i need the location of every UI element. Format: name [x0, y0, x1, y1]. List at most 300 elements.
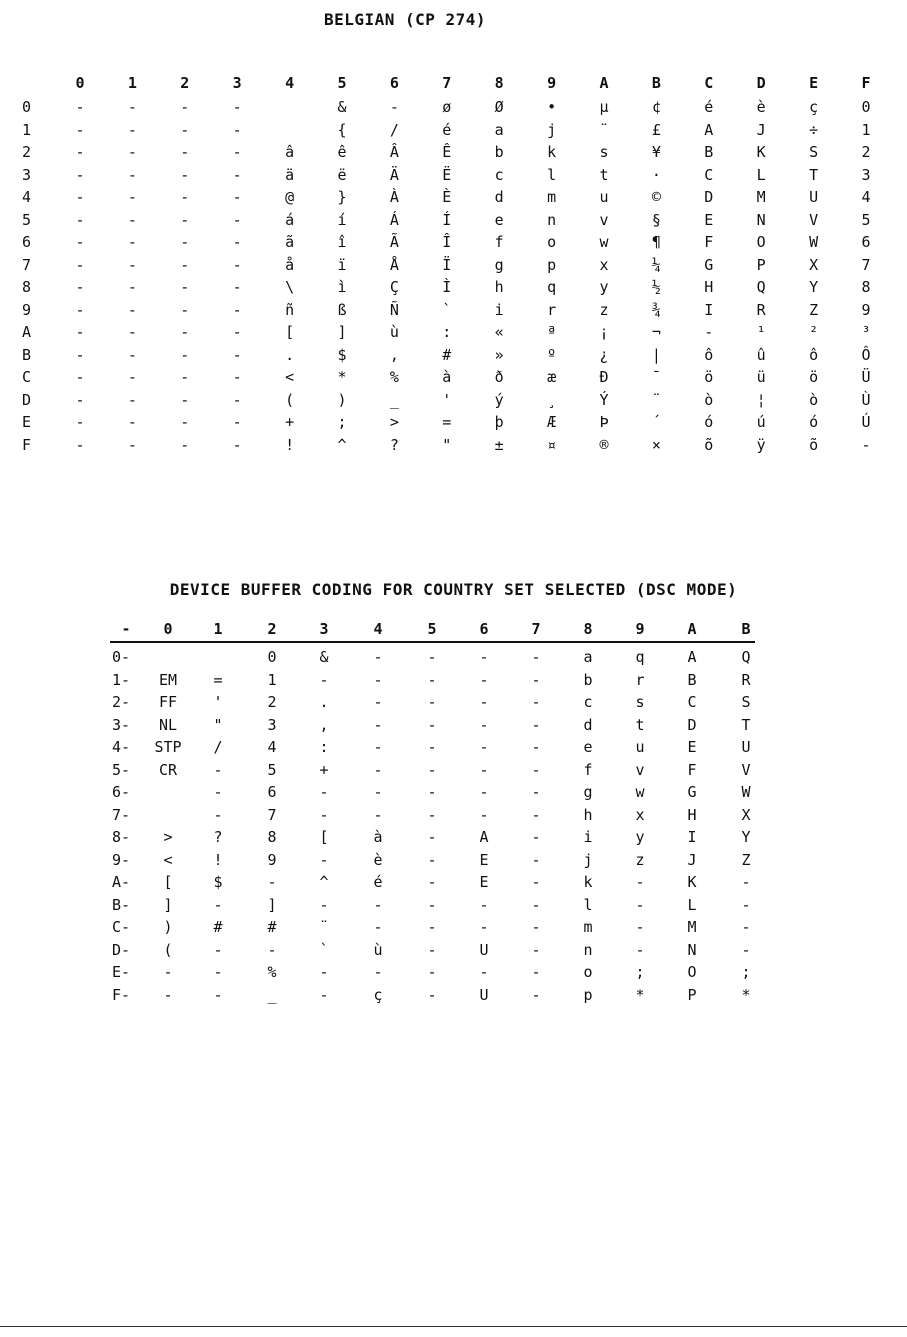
device-buffer-cell: E — [479, 850, 489, 869]
device-buffer-cell: NL — [158, 715, 178, 734]
codepage-cell: - — [232, 188, 242, 206]
codepage-cell: - — [127, 210, 137, 229]
codepage-row-header: 0 — [22, 98, 32, 116]
codepage-cell: B — [704, 143, 714, 161]
codepage-cell: Þ — [599, 413, 609, 431]
codepage-cell: - — [232, 435, 242, 454]
device-buffer-cell: U — [741, 738, 751, 756]
codepage-column-header: E — [809, 74, 819, 92]
codepage-cell: æ — [547, 368, 557, 386]
codepage-cell: - — [232, 345, 242, 364]
device-buffer-cell: 0 — [267, 648, 277, 666]
codepage-row-header: 2 — [22, 143, 32, 161]
device-buffer-cell: M — [687, 918, 697, 936]
device-buffer-cell: - — [531, 895, 541, 914]
device-buffer-cell: C — [687, 693, 697, 711]
device-buffer-row-header: D- — [112, 940, 131, 959]
codepage-cell: - — [180, 188, 190, 206]
device-buffer-cell: 2 — [267, 693, 277, 711]
codepage-cell: ¸ — [547, 390, 557, 409]
codepage-cell: - — [75, 345, 85, 364]
codepage-cell: H — [704, 278, 714, 296]
codepage-cell: Ú — [861, 413, 871, 431]
codepage-cell: 7 — [861, 255, 871, 274]
codepage-cell: l — [547, 165, 557, 184]
device-buffer-cell: X — [741, 805, 751, 824]
device-buffer-cell: e — [583, 738, 593, 756]
codepage-cell: , — [389, 345, 399, 364]
codepage-cell: @ — [285, 188, 295, 206]
codepage-cell: ' — [442, 390, 452, 409]
device-buffer-cell: è — [373, 850, 383, 869]
codepage-cell: ý — [494, 390, 504, 409]
device-buffer-cell: U — [479, 985, 489, 1004]
codepage-cell: - — [232, 323, 242, 341]
codepage-cell: 8 — [861, 278, 871, 296]
codepage-cell: - — [75, 435, 85, 454]
device-buffer-cell: / — [213, 738, 223, 756]
codepage-cell: § — [651, 210, 661, 229]
device-buffer-column-header: 8 — [583, 620, 593, 638]
codepage-row-header: 8 — [22, 278, 32, 296]
codepage-cell: ] — [337, 323, 347, 341]
device-buffer-cell: - — [635, 873, 645, 891]
codepage-cell: J — [756, 120, 766, 139]
device-buffer-cell: STP — [154, 738, 182, 756]
codepage-cell: - — [232, 300, 242, 319]
device-buffer-cell: - — [427, 963, 437, 981]
codepage-cell: - — [75, 120, 85, 139]
codepage-cell: ä — [285, 165, 295, 184]
codepage-cell: - — [127, 345, 137, 364]
device-buffer-row-header: 4- — [112, 738, 131, 756]
codepage-column-header: 9 — [547, 74, 557, 92]
device-buffer-row-header: 9- — [112, 850, 131, 869]
codepage-cell: ¤ — [547, 435, 557, 454]
codepage-cell: L — [756, 165, 766, 184]
device-buffer-cell: ^ — [319, 873, 329, 891]
codepage-cell: g — [494, 255, 504, 274]
device-buffer-cell: - — [635, 895, 645, 914]
codepage-cell: õ — [704, 435, 714, 454]
codepage-cell: } — [337, 188, 347, 206]
device-buffer-cell: - — [479, 783, 489, 801]
codepage-cell: E — [704, 210, 714, 229]
codepage-cell: 3 — [861, 165, 871, 184]
codepage-cell: j — [547, 120, 557, 139]
device-buffer-cell: - — [373, 805, 383, 824]
device-buffer-cell: t — [635, 715, 645, 734]
device-buffer-cell: $ — [213, 873, 223, 891]
codepage-cell: = — [442, 413, 452, 431]
device-buffer-cell: - — [635, 940, 645, 959]
codepage-cell: t — [599, 165, 609, 184]
device-buffer-cell: A — [687, 648, 697, 666]
codepage-cell: i — [494, 300, 504, 319]
device-buffer-cell: [ — [319, 828, 329, 846]
codepage-cell: - — [232, 143, 242, 161]
device-buffer-cell: - — [479, 805, 489, 824]
device-buffer-cell: S — [741, 693, 751, 711]
codepage-cell: { — [337, 120, 347, 139]
device-buffer-cell: v — [635, 760, 645, 779]
device-buffer-cell: J — [687, 850, 697, 869]
codepage-cell: ¨ — [599, 120, 609, 139]
device-buffer-cell: - — [531, 963, 541, 981]
device-buffer-cell: - — [213, 940, 223, 959]
device-buffer-cell: * — [741, 985, 751, 1004]
device-buffer-cell: K — [687, 873, 697, 891]
codepage-cell: - — [75, 98, 85, 116]
codepage-cell: ª — [547, 323, 557, 341]
codepage-cell: - — [75, 390, 85, 409]
codepage-cell: Ù — [861, 390, 871, 409]
device-buffer-cell: - — [373, 715, 383, 734]
device-buffer-cell: - — [741, 918, 751, 936]
codepage-cell: z — [599, 300, 609, 319]
codepage-cell: - — [180, 345, 190, 364]
device-buffer-cell: - — [531, 918, 541, 936]
codepage-cell: ¡ — [599, 323, 609, 341]
codepage-cell: Y — [809, 278, 819, 296]
codepage-cell: | — [651, 345, 661, 364]
device-buffer-table — [0, 620, 907, 1004]
device-buffer-cell: FF — [158, 693, 178, 711]
device-buffer-row-header: B- — [112, 895, 131, 914]
device-buffer-cell: N — [687, 940, 697, 959]
device-buffer-title: DEVICE BUFFER CODING FOR COUNTRY SET SELECTED (DSC MODE) — [169, 580, 738, 599]
device-buffer-row-header: 0- — [112, 648, 131, 666]
device-buffer-cell: b — [583, 670, 593, 689]
codepage-cell: - — [75, 413, 85, 431]
codepage-cell: Ã — [389, 233, 399, 251]
device-buffer-column-header: 5 — [427, 620, 437, 638]
codepage-column-header: 7 — [442, 74, 452, 92]
device-buffer-cell: < — [163, 850, 173, 869]
device-buffer-cell: - — [531, 940, 541, 959]
device-buffer-cell: y — [635, 828, 645, 846]
codepage-cell: - — [127, 323, 137, 341]
codepage-row-header: 3 — [22, 165, 32, 184]
codepage-column-header: 2 — [180, 74, 190, 92]
device-buffer-cell: ] — [267, 895, 277, 914]
device-buffer-cell: k — [583, 873, 593, 891]
codepage-cell: á — [285, 210, 295, 229]
codepage-cell: ð — [494, 368, 504, 386]
device-buffer-cell: V — [741, 760, 751, 779]
codepage-cell: ® — [599, 435, 609, 454]
codepage-column-header: 0 — [75, 74, 85, 92]
device-buffer-cell: - — [427, 828, 437, 846]
codepage-cell: - — [75, 300, 85, 319]
device-buffer-cell: O — [687, 963, 697, 981]
device-buffer-cell: - — [427, 783, 437, 801]
codepage-cell: × — [651, 435, 661, 454]
codepage-cell: - — [180, 165, 190, 184]
device-buffer-cell: - — [319, 985, 329, 1004]
codepage-column-header: 4 — [285, 74, 295, 92]
codepage-cell: ÷ — [809, 120, 819, 139]
header-underline — [110, 641, 755, 643]
device-buffer-cell: - — [427, 648, 437, 666]
codepage-cell: - — [127, 368, 137, 386]
codepage-cell: p — [547, 255, 557, 274]
codepage-cell: + — [285, 413, 295, 431]
device-buffer-cell: - — [319, 670, 329, 689]
codepage-cell: ² — [809, 323, 819, 341]
device-buffer-cell: - — [531, 760, 541, 779]
device-buffer-row-header: A- — [112, 873, 131, 891]
device-buffer-row-header: E- — [112, 963, 131, 981]
device-buffer-cell: - — [427, 760, 437, 779]
codepage-cell: C — [704, 165, 714, 184]
device-buffer-cell: T — [741, 715, 751, 734]
device-buffer-cell: Q — [741, 648, 751, 666]
codepage-cell: ¢ — [651, 98, 661, 116]
codepage-cell: º — [547, 345, 557, 364]
device-buffer-cell: - — [267, 940, 277, 959]
codepage-cell: ü — [756, 368, 766, 386]
codepage-cell: ¯ — [651, 368, 661, 386]
codepage-row-header: D — [22, 390, 32, 409]
codepage-cell: / — [389, 120, 399, 139]
codepage-cell: · — [651, 165, 661, 184]
codepage-cell: * — [337, 368, 347, 386]
device-buffer-cell: ? — [213, 828, 223, 846]
device-buffer-cell: r — [635, 670, 645, 689]
device-buffer-cell: - — [479, 963, 489, 981]
codepage-cell: - — [75, 255, 85, 274]
page-bottom-rule — [0, 1326, 907, 1327]
codepage-cell: # — [442, 345, 452, 364]
device-buffer-row-header: F- — [112, 985, 131, 1004]
device-buffer-cell: - — [427, 873, 437, 891]
device-buffer-cell: E — [479, 873, 489, 891]
codepage-cell: a — [494, 120, 504, 139]
codepage-cell: - — [75, 210, 85, 229]
codepage-column-header: F — [861, 74, 871, 92]
device-buffer-cell: é — [373, 873, 383, 891]
codepage-cell: - — [232, 233, 242, 251]
device-buffer-row-header: 6- — [112, 783, 131, 801]
codepage-cell: ì — [337, 278, 347, 296]
codepage-cell: 2 — [861, 143, 871, 161]
codepage-cell: ` — [442, 300, 452, 319]
device-buffer-cell: 4 — [267, 738, 277, 756]
device-buffer-cell: - — [479, 738, 489, 756]
device-buffer-column-header: 6 — [479, 620, 489, 638]
codepage-cell: ò — [809, 390, 819, 409]
device-buffer-cell: - — [531, 828, 541, 846]
device-buffer-cell: - — [531, 693, 541, 711]
device-buffer-cell: - — [427, 895, 437, 914]
device-buffer-column-header: A — [687, 620, 697, 638]
codepage-cell: F — [704, 233, 714, 251]
codepage-cell: õ — [809, 435, 819, 454]
codepage-cell: - — [180, 233, 190, 251]
device-buffer-row-header: 3- — [112, 715, 131, 734]
codepage-cell: Ð — [599, 368, 609, 386]
device-buffer-cell: ' — [213, 693, 223, 711]
codepage-column-header: 3 — [232, 74, 242, 92]
device-buffer-cell: _ — [267, 985, 277, 1004]
device-buffer-cell: - — [427, 738, 437, 756]
device-buffer-cell: Z — [741, 850, 751, 869]
codepage-cell: A — [704, 120, 714, 139]
device-buffer-cell: - — [427, 805, 437, 824]
codepage-cell: - — [180, 98, 190, 116]
codepage-cell: _ — [389, 390, 399, 409]
codepage-column-header: C — [704, 74, 714, 92]
device-buffer-cell: - — [741, 940, 751, 959]
device-buffer-column-header: 4 — [373, 620, 383, 638]
device-buffer-cell: ] — [163, 895, 173, 914]
codepage-cell: d — [494, 188, 504, 206]
codepage-cell: u — [599, 188, 609, 206]
codepage-cell: - — [232, 255, 242, 274]
device-buffer-cell: i — [583, 828, 593, 846]
codepage-cell: - — [861, 435, 871, 454]
device-buffer-row-header: C- — [112, 918, 131, 936]
codepage-cell: ó — [704, 413, 714, 431]
codepage-cell: ´ — [651, 413, 661, 431]
device-buffer-cell: - — [373, 693, 383, 711]
codepage-cell: V — [809, 210, 819, 229]
codepage-row-header: 9 — [22, 300, 32, 319]
codepage-cell: - — [389, 98, 399, 116]
codepage-cell: « — [494, 323, 504, 341]
codepage-cell: » — [494, 345, 504, 364]
codepage-cell: ³ — [861, 323, 871, 341]
codepage-cell: 5 — [861, 210, 871, 229]
codepage-cell: n — [547, 210, 557, 229]
codepage-cell: r — [547, 300, 557, 319]
codepage-cell: 9 — [861, 300, 871, 319]
codepage-table — [0, 74, 907, 454]
device-buffer-cell: - — [319, 850, 329, 869]
device-buffer-cell: - — [319, 963, 329, 981]
device-buffer-cell: - — [373, 760, 383, 779]
device-buffer-cell: - — [531, 873, 541, 891]
device-buffer-cell: - — [741, 895, 751, 914]
device-buffer-cell: n — [583, 940, 593, 959]
device-buffer-cell: E — [687, 738, 697, 756]
codepage-cell: Â — [389, 143, 399, 161]
codepage-cell: ë — [337, 165, 347, 184]
codepage-row-header: C — [22, 368, 32, 386]
device-buffer-cell: # — [267, 918, 277, 936]
device-buffer-cell: - — [741, 873, 751, 891]
device-buffer-cell: o — [583, 963, 593, 981]
device-buffer-cell: s — [635, 693, 645, 711]
codepage-cell: Z — [809, 300, 819, 319]
device-buffer-cell: - — [427, 693, 437, 711]
codepage-cell: - — [180, 300, 190, 319]
codepage-cell: w — [599, 233, 609, 251]
device-buffer-cell: [ — [163, 873, 173, 891]
device-buffer-cell: - — [213, 895, 223, 914]
device-buffer-cell: 3 — [267, 715, 277, 734]
device-buffer-cell: - — [479, 895, 489, 914]
codepage-cell: Å — [389, 255, 399, 274]
codepage-cell: v — [599, 210, 609, 229]
codepage-cell: Ë — [442, 165, 452, 184]
codepage-cell: - — [232, 165, 242, 184]
device-buffer-cell: L — [687, 895, 697, 914]
codepage-column-header: D — [756, 74, 766, 92]
codepage-cell: - — [180, 120, 190, 139]
codepage-cell: © — [651, 188, 661, 206]
codepage-cell: ¶ — [651, 233, 661, 251]
codepage-cell: c — [494, 165, 504, 184]
codepage-cell: ; — [337, 413, 347, 431]
device-buffer-cell: - — [213, 805, 223, 824]
codepage-cell: O — [756, 233, 766, 251]
codepage-row-header: A — [22, 323, 32, 341]
codepage-cell: q — [547, 278, 557, 296]
device-buffer-cell: a — [583, 648, 593, 666]
codepage-cell: - — [75, 323, 85, 341]
codepage-cell: - — [75, 368, 85, 386]
codepage-cell: ñ — [285, 300, 295, 319]
device-buffer-cell: F — [687, 760, 697, 779]
codepage-cell: þ — [494, 413, 504, 431]
codepage-column-header: 6 — [389, 74, 399, 92]
codepage-cell: ï — [337, 255, 347, 274]
device-buffer-column-header: 2 — [267, 620, 277, 638]
device-buffer-cell: - — [427, 850, 437, 869]
codepage-cell: ¹ — [756, 323, 766, 341]
device-buffer-cell: - — [373, 783, 383, 801]
device-buffer-cell: j — [583, 850, 593, 869]
codepage-cell: & — [337, 98, 347, 116]
codepage-cell: - — [127, 165, 137, 184]
codepage-cell: - — [127, 390, 137, 409]
codepage-cell: ¼ — [651, 255, 661, 274]
device-buffer-cell: 9 — [267, 850, 277, 869]
codepage-cell: Ä — [389, 165, 399, 184]
device-buffer-cell: ù — [373, 940, 383, 959]
codepage-cell: ^ — [337, 435, 347, 454]
codepage-cell: Ì — [442, 278, 452, 296]
device-buffer-cell: : — [319, 738, 329, 756]
device-buffer-cell: U — [479, 940, 489, 959]
codepage-cell: î — [337, 233, 347, 251]
device-buffer-cell: - — [373, 895, 383, 914]
codepage-cell: é — [442, 120, 452, 139]
codepage-cell: ç — [809, 98, 819, 116]
codepage-cell: ö — [809, 368, 819, 386]
device-buffer-cell: l — [583, 895, 593, 914]
codepage-cell: G — [704, 255, 714, 274]
device-buffer-cell: 8 — [267, 828, 277, 846]
device-buffer-cell: - — [427, 715, 437, 734]
device-buffer-cell: , — [319, 715, 329, 734]
codepage-cell: ô — [809, 345, 819, 364]
codepage-cell: ã — [285, 233, 295, 251]
codepage-row-header: B — [22, 345, 32, 364]
device-buffer-cell: - — [531, 985, 541, 1004]
codepage-cell: ? — [389, 435, 399, 454]
codepage-cell: Ô — [861, 345, 871, 364]
codepage-row-header: 1 — [22, 120, 32, 139]
device-buffer-cell: = — [213, 670, 223, 689]
device-buffer-cell: 6 — [267, 783, 277, 801]
codepage-cell: ô — [704, 345, 714, 364]
codepage-cell: - — [75, 143, 85, 161]
codepage-cell: s — [599, 143, 609, 161]
device-buffer-cell: + — [319, 760, 329, 779]
